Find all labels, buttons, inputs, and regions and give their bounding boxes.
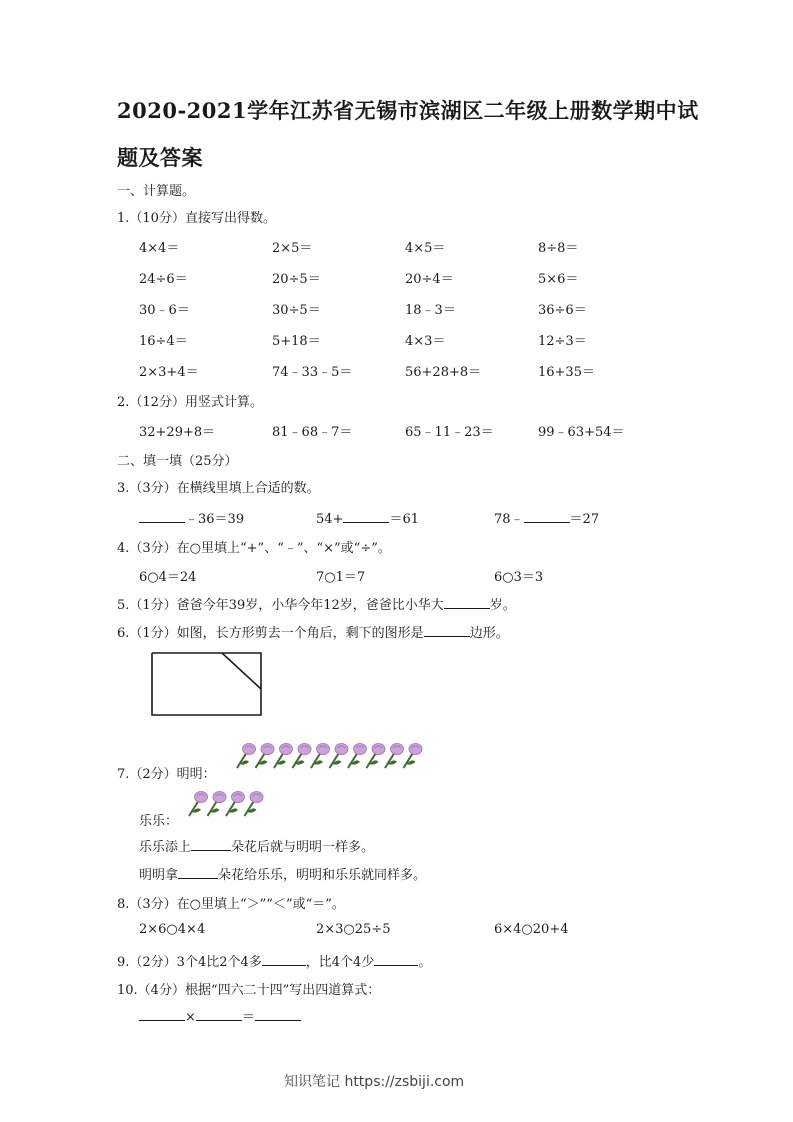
section2-heading: 二、填一填（25分） [117, 454, 238, 469]
tulip-icon [404, 744, 423, 769]
answer-blank[interactable] [139, 510, 185, 523]
q1-item: 2×3+4＝ [139, 365, 199, 380]
q2-item: 99﹣63+54＝ [538, 425, 625, 440]
q1-item: 5×6＝ [538, 272, 579, 287]
answer-blank[interactable] [139, 1008, 185, 1021]
q7-line1: 乐乐添上 朵花后就与明明一样多。 [139, 840, 375, 855]
tulip-icon [330, 744, 349, 769]
answer-blank[interactable] [444, 596, 490, 609]
q1-item: 18﹣3＝ [405, 303, 456, 318]
mingming-flowers [234, 742, 427, 768]
q4-item: 7○1＝7 [316, 570, 366, 585]
q9: 9.（2分）3个4比2个4多 ，比4个4少 。 [117, 955, 432, 970]
q1-item: 8÷8＝ [538, 241, 579, 256]
q1-item: 20÷4＝ [405, 272, 454, 287]
q10-equation: × ＝ [139, 1006, 301, 1025]
q1-item: 36÷6＝ [538, 303, 587, 318]
q8-item: 6×4○20+4 [494, 922, 569, 937]
q2-item: 81﹣68﹣7＝ [272, 425, 353, 440]
answer-blank[interactable] [262, 953, 306, 966]
q1-label: 1.（10分）直接写出得数。 [117, 211, 276, 226]
q1-item: 56+28+8＝ [405, 365, 482, 380]
tulip-icon [256, 744, 275, 769]
tulip-icon [226, 792, 245, 817]
flower-group [186, 790, 268, 818]
q3-item-a: ﹣36＝39 [139, 508, 244, 527]
q1-item: 4×3＝ [405, 334, 446, 349]
q1-item: 4×4＝ [139, 241, 180, 256]
tulip-icon [311, 744, 330, 769]
q7-line2: 明明拿 朵花给乐乐，明明和乐乐就同样多。 [139, 868, 427, 883]
q7-label: 7.（2分）明明： [117, 767, 216, 782]
tulip-icon [189, 792, 208, 817]
tulip-icon [367, 744, 386, 769]
answer-blank[interactable] [424, 624, 470, 637]
q1-item: 20÷5＝ [272, 272, 321, 287]
tulip-icon [237, 744, 256, 769]
q8-label: 8.（3分）在○里填上“＞”“＜”或“＝”。 [117, 897, 345, 912]
tulip-icon [274, 744, 293, 769]
q3-item-c: 78﹣ ＝27 [494, 512, 600, 527]
answer-blank[interactable] [524, 510, 570, 523]
cut-rectangle-figure [150, 651, 265, 719]
q1-item: 16+35＝ [538, 365, 595, 380]
q3-label: 3.（3分）在横线里填上合适的数。 [117, 481, 320, 496]
q5: 5.（1分）爸爸今年39岁，小华今年12岁，爸爸比小华大 岁。 [117, 598, 516, 613]
q1-item: 74﹣33﹣5＝ [272, 365, 353, 380]
footer-watermark: 知识笔记 https://zsbiji.com [284, 1074, 465, 1090]
q4-item: 6○4＝24 [139, 570, 197, 585]
tulip-icon [348, 744, 367, 769]
q1-item: 4×5＝ [405, 241, 446, 256]
q4-item: 6○3＝3 [494, 570, 544, 585]
answer-blank[interactable] [191, 838, 231, 851]
q6: 6.（1分）如图，长方形剪去一个角后，剩下的图形是 边形。 [117, 626, 509, 641]
answer-blank[interactable] [374, 953, 418, 966]
section1-heading: 一、计算题。 [117, 184, 196, 199]
q1-item: 16÷4＝ [139, 334, 188, 349]
q2-label: 2.（12分）用竖式计算。 [117, 395, 263, 410]
q2-item: 32+29+8＝ [139, 425, 216, 440]
tulip-icon [385, 744, 404, 769]
q8-item: 2×3○25÷5 [316, 922, 391, 937]
q7-lele-label: 乐乐： [139, 814, 179, 829]
q2-item: 65﹣11﹣23＝ [405, 425, 494, 440]
q1-item: 12÷3＝ [538, 334, 587, 349]
q1-item: 24÷6＝ [139, 272, 188, 287]
q1-item: 30÷5＝ [272, 303, 321, 318]
q1-item: 2×5＝ [272, 241, 313, 256]
q1-item: 5+18＝ [272, 334, 321, 349]
page-title-line1: 2020-2021学年江苏省无锡市滨湖区二年级上册数学期中试 [117, 98, 699, 123]
lele-flowers [186, 790, 268, 816]
tulip-icon [208, 792, 227, 817]
q3-item-b: 54+ ＝61 [316, 512, 419, 527]
answer-blank[interactable] [196, 1008, 242, 1021]
q8-item: 2×6○4×4 [139, 922, 206, 937]
q10-label: 10.（4分）根据“四六二十四”写出四道算式： [117, 983, 381, 998]
flower-group [234, 742, 427, 770]
tulip-icon [245, 792, 264, 817]
answer-blank[interactable] [343, 510, 389, 523]
tulip-icon [293, 744, 312, 769]
answer-blank[interactable] [255, 1008, 301, 1021]
q1-item: 30﹣6＝ [139, 303, 190, 318]
page-title-line2: 题及答案 [117, 145, 203, 170]
q4-label: 4.（3分）在○里填上“+”、“﹣”、“×”或“÷”。 [117, 541, 391, 556]
answer-blank[interactable] [178, 866, 218, 879]
